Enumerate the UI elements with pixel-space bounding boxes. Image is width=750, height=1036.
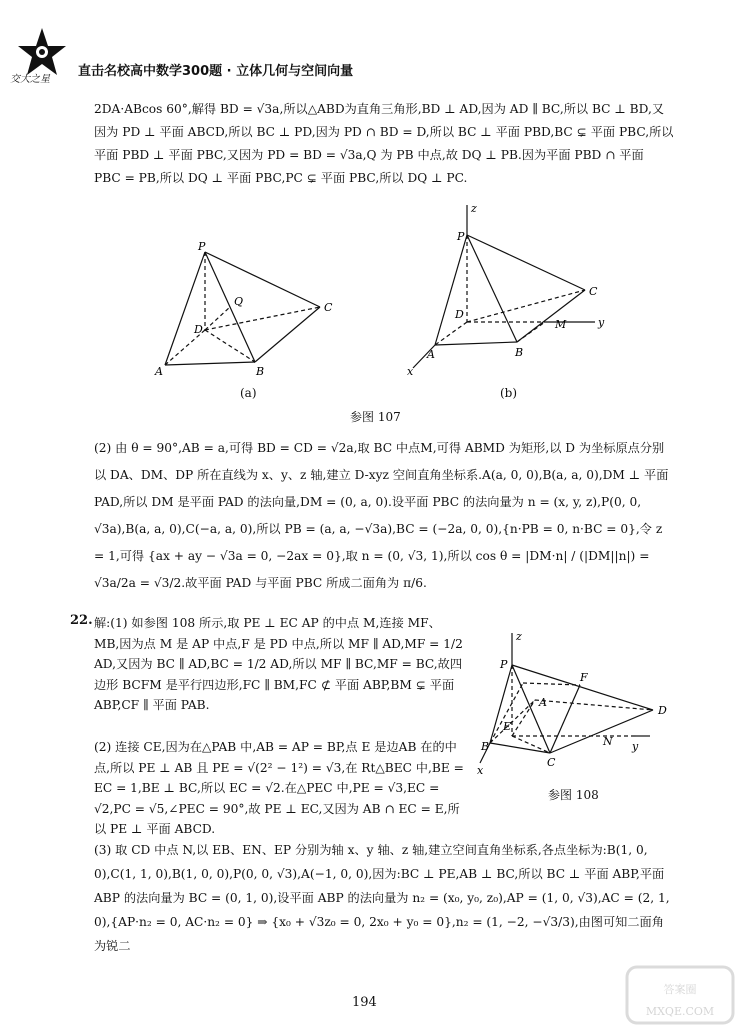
solution-part-2: (2) 由 θ = 90°,AB = a,可得 BD = CD = √2a,取 BC 中点M,可得 ABMD 为矩形,以 D 为坐标原点分别以 DA、DM、DP 所在直线为 x、y、z 轴,建立 D-xyz 空间直角坐标系.A(a, 0, 0),B(a, a, 0),DM ⊥ 平面 PAD,所以 DM 是平面 PAD 的法向量,DM = (0, a, 0).设平面 PBC 的法向量为 n = (x, y, z),P(0, 0, √3a),B(a, a, 0),C(−a, a, 0),所以 PB = (a, a, −√3a),BC = (−2a, 0, 0),{n·PB = 0, n·BC = 0},令 z = 1,可得 {ax + ay − √3a = 0, −2ax = 0},取 n = (0, √3, 1),所以 cos θ = |DM·n| / (|DM||n|) = √3a/2a = √3/2.故平面 PAD 与平面 PBC 所成二面角为 π/6.: [94, 441, 669, 590]
logo-text: 交大之星: [10, 74, 50, 85]
label-B: B: [256, 365, 265, 378]
figure-107a: [150, 235, 350, 405]
label-M: M: [555, 318, 567, 331]
svg-text:MXQE.COM: MXQE.COM: [645, 1005, 715, 1018]
label-y: y: [632, 740, 639, 753]
q22-part-3: (3) 取 CD 中点 N,以 EB、EN、EP 分别为轴 x、y 轴、z 轴,建立空间直角坐标系,各点坐标为:B(1, 0, 0),C(1, 1, 0),B(1, 0, 0),P(0, 0, √3),A(−1, 0, 0),因为:BC ⊥ PE,AB ⊥ BC,所以 BC ⊥ 平面 ABP,平面 ABP 的法向量为 BC = (0, 1, 0),设平面 ABP 的法向量为 n₂ = (x₀, y₀, z₀),AP = (1, 0, √3),AC = (2, 1, 0),{AP·n₂ = 0, AC·n₂ = 0} ⇒ {x₀ + √3z₀ = 0, 2x₀ + y₀ = 0},n₂ = (1, −2, −√3/3),由图可知二面角为锐二: [94, 843, 670, 953]
label-B: B: [481, 740, 490, 753]
label-D: D: [658, 704, 667, 717]
label-C: C: [589, 285, 598, 298]
book-title: 直击名校高中数学300题 · 立体几何与空间向量: [78, 64, 354, 79]
page-number: 194: [352, 995, 377, 1010]
label-N: N: [603, 735, 613, 748]
label-A: A: [539, 696, 547, 709]
solution-text-continued: 2DA·ABcos 60°,解得 BD = √3a,所以△ABD为直角三角形,BD ⊥ AD,因为 AD ∥ BC,所以 BC ⊥ BD,又因为 PD ⊥ 平面 ABCD,所以 BC ⊥ PD,因为 PD ∩ BD = D,所以 BC ⊥ 平面 PBD,BC ⊊ 平面 PBC,所以平面 PBD ⊥ 平面 PBC,又因为 PD = BD = √3a,Q 为 PB 中点,故 DQ ⊥ PB.因为平面 PBD ∩ 平面 PBC = PB,所以 DQ ⊥ 平面 PBC,PC ⊊ 平面 PBC,所以 DQ ⊥ PC.: [94, 102, 674, 185]
label-x: x: [407, 365, 414, 378]
label-z: z: [471, 202, 477, 215]
figure-107b: [395, 200, 615, 380]
page-header: [10, 18, 740, 88]
label-x: x: [477, 764, 484, 777]
label-Q: Q: [234, 295, 244, 308]
label-D: D: [455, 308, 464, 321]
watermark-logo-icon: [625, 965, 735, 1025]
label-C: C: [547, 756, 556, 769]
label-B: B: [515, 346, 524, 359]
label-P: P: [457, 230, 465, 243]
figure-108: [475, 628, 685, 783]
label-D: D: [194, 323, 203, 336]
label-P: P: [198, 240, 206, 253]
caption-a: (a): [240, 386, 257, 400]
svg-text:答案圈: 答案圈: [663, 983, 697, 996]
label-P: P: [500, 658, 508, 671]
q22-part-1: 解:(1) 如参图 108 所示,取 PE ⊥ EC AP 的中点 M,连接 MF、MB,因为点 M 是 AP 中点,F 是 PD 中点,所以 MF ∥ AD,MF = 1/2 AD,又因为 BC ∥ AD,BC = 1/2 AD,所以 MF ∥ BC,MF = BC,故四边形 BCFM 是平行四边形,FC ∥ BM,FC ⊄ 平面 ABP,BM ⊊ 平面 ABP,CF ∥ 平面 PAB.: [94, 616, 463, 712]
label-A: A: [427, 348, 435, 361]
figure-caption-108: 参图 108: [548, 788, 599, 802]
label-E: E: [503, 720, 512, 733]
question-number: 22.: [70, 613, 93, 628]
label-y: y: [598, 316, 605, 329]
caption-b: (b): [500, 386, 518, 400]
label-F: F: [580, 671, 588, 684]
label-C: C: [324, 301, 333, 314]
label-z: z: [516, 630, 522, 643]
label-A: A: [155, 365, 163, 378]
q22-part-2: (2) 连接 CE,因为在△PAB 中,AB = AP = BP,点 E 是边AB 在的中点,所以 PE ⊥ AB 且 PE = √(2² − 1²) = √3,在 Rt△BEC 中,BE = EC = 1,BE ⊥ BC,所以 EC = √2.在△PEC 中,PE = √3,EC = √2,PC = √5,∠PEC = 90°,故 PE ⊥ EC,又因为 AB ∩ EC = E,所以 PE ⊥ 平面 ABCD.: [94, 740, 464, 836]
figure-caption-107: 参图 107: [350, 410, 401, 424]
